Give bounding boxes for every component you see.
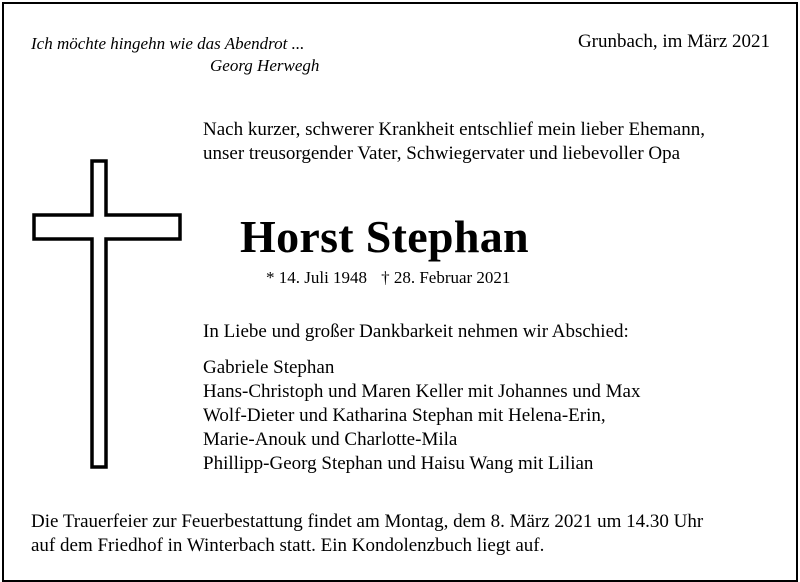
birth-date: * 14. Juli 1948 (266, 268, 368, 287)
life-dates (266, 267, 510, 289)
list-item: Phillipp-Georg Stephan und Haisu Wang mit Lilian (203, 453, 594, 474)
death-date: † 28. Februar 2021 (381, 268, 511, 287)
list-item: Wolf-Dieter und Katharina Stephan mit Helena-Erin, (203, 405, 606, 426)
list-item: Hans-Christoph und Maren Keller mit Johannes und Max (203, 381, 641, 402)
funeral-line: Die Trauerfeier zur Feuerbestattung findet am Montag, dem 8. März 2021 um 14.30 Uhr (31, 511, 704, 532)
intro-line: Nach kurzer, schwerer Krankheit entschlief mein lieber Ehemann, (203, 119, 705, 140)
quote-text: Ich möchte hingehn wie das Abendrot ... (31, 34, 305, 53)
list-item: Gabriele Stephan (203, 357, 335, 378)
place-date: Grunbach, im März 2021 (577, 31, 770, 52)
funeral-line: auf dem Friedhof in Winterbach statt. Ein Kondolenzbuch liegt auf. (31, 535, 545, 556)
mourners-list (203, 356, 640, 476)
farewell-text: In Liebe und großer Dankbarkeit nehmen wir Abschied: (203, 321, 629, 342)
intro-line: unser treusorgender Vater, Schwiegervater und liebevoller Opa (203, 143, 681, 164)
intro-text (203, 118, 778, 166)
funeral-notice (31, 510, 703, 558)
deceased-name: Horst Stephan (240, 211, 529, 262)
list-item: Marie-Anouk und Charlotte-Mila (203, 429, 458, 450)
cross-icon (32, 159, 182, 469)
quote-author: Georg Herwegh (210, 56, 320, 75)
